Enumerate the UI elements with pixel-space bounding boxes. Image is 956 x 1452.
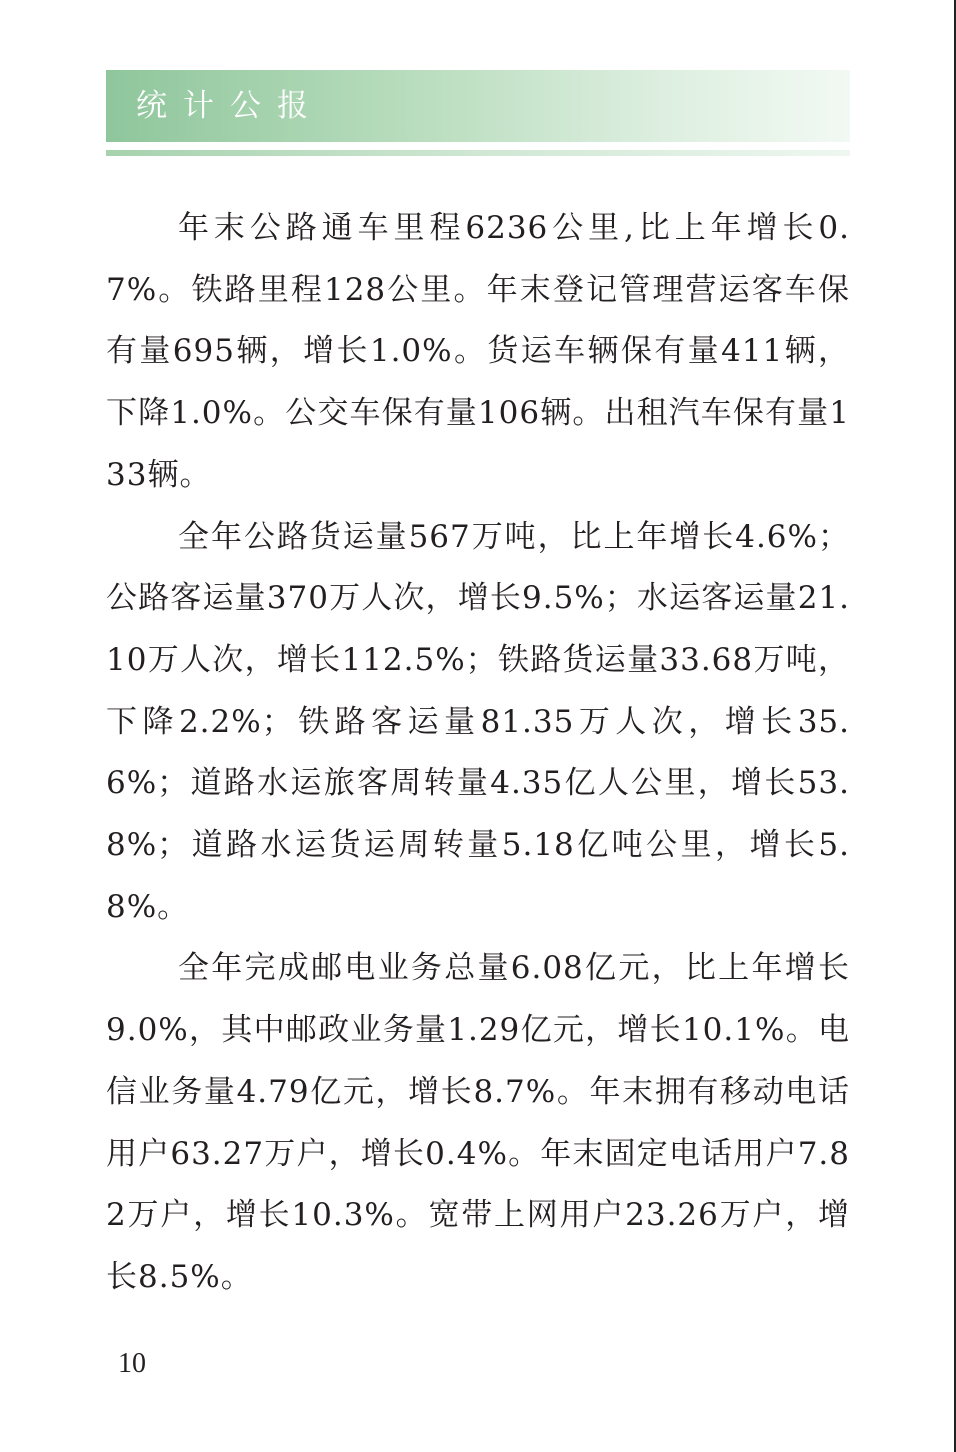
section-title: 统计公报 xyxy=(136,88,324,124)
paragraph-post-telecom: 全年完成邮电业务总量6.08亿元，比上年增长9.0%，其中邮政业务量1.29亿元，增长10.1%。电信业务量4.79亿元，增长8.7%。年末拥有移动电话用户63.27万户，增长0.4%。年末固定电话用户7.82万户，增长10.3%。宽带上网用户23.26万户，增长8.5%。 xyxy=(106,950,850,1295)
paragraph-transport-infrastructure: 年末公路通车里程6236公里,比上年增长0.7%。铁路里程128公里。年末登记管理营运客车保有量695辆，增长1.0%。货运车辆保有量411辆，下降1.0%。公交车保有量106辆。出租汽车保有量133辆。 xyxy=(106,210,850,493)
page-number: 10 xyxy=(118,1348,146,1379)
report-body xyxy=(106,198,850,1309)
paragraph-freight-passenger-volume: 全年公路货运量567万吨，比上年增长4.6%；公路客运量370万人次，增长9.5%；水运客运量21.10万人次，增长112.5%；铁路货运量33.68万吨，下降2.2%；铁路客运量81.35万人次，增长35.6%；道路水运旅客周转量4.35亿人公里，增长53.8%；道路水运货运周转量5.18亿吨公里，增长5.8%。 xyxy=(106,518,850,925)
header-divider xyxy=(106,150,850,156)
section-header-band xyxy=(106,70,850,142)
